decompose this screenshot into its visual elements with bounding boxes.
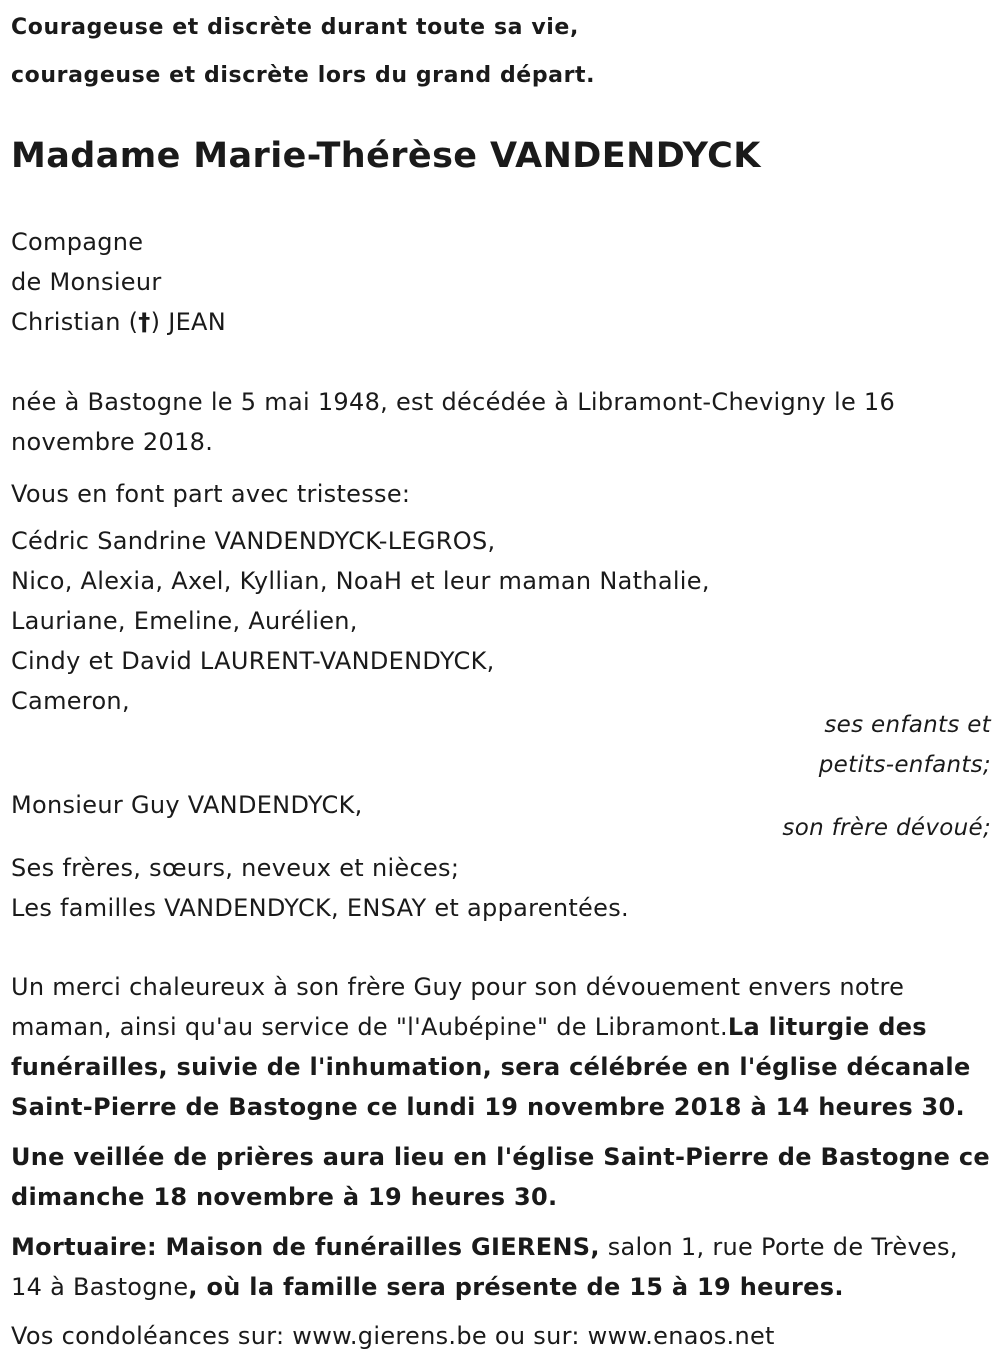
intro-line-1: Courageuse et discrète durant toute sa vie, (11, 15, 579, 40)
families-line: Les familles VANDENDYCK, ENSAY et apparentées. (11, 894, 629, 922)
mortuary-city: 14 à Bastogne (11, 1273, 189, 1301)
companion-name (11, 302, 226, 342)
liturgy-line-3: Saint-Pierre de Bastogne ce lundi 19 novembre 2018 à 14 heures 30. (11, 1093, 965, 1121)
thanks-line-2 (11, 1007, 927, 1047)
brother-name: Monsieur Guy VANDENDYCK, (11, 791, 363, 819)
companion-label: Compagne (11, 228, 144, 256)
children-role-line-1: ses enfants et (824, 712, 991, 738)
family-child-line: Cindy et David LAURENT-VANDENDYCK, (11, 647, 495, 675)
companion-last-name: ) JEAN (150, 308, 227, 336)
family-child-line: Cameron, (11, 687, 130, 715)
liturgy-intro: La liturgie des (727, 1013, 927, 1041)
thanks-text: maman, ainsi qu'au service de "l'Aubépine" de Libramont. (11, 1013, 728, 1041)
intro-line-2: courageuse et discrète lors du grand départ. (11, 63, 596, 88)
cross-icon: † (138, 308, 151, 336)
deceased-name: Madame Marie-Thérèse VANDENDYCK (11, 136, 761, 176)
siblings-line: Ses frères, sœurs, neveux et nièces; (11, 854, 460, 882)
mortuary-line-2 (11, 1267, 844, 1307)
family-child-line: Nico, Alexia, Axel, Kyllian, NoaH et leur maman Nathalie, (11, 567, 710, 595)
condolences-line: Vos condoléances sur: www.gierens.be ou sur: www.enaos.net (11, 1322, 775, 1350)
family-child-line: Cédric Sandrine VANDENDYCK-LEGROS, (11, 527, 496, 555)
vigil-line-1: Une veillée de prières aura lieu en l'église Saint-Pierre de Bastogne ce (11, 1143, 990, 1171)
brother-role: son frère dévoué; (782, 815, 991, 841)
vigil-line-2: dimanche 18 novembre à 19 heures 30. (11, 1183, 558, 1211)
mortuary-label: Mortuaire: Maison de funérailles GIERENS, (11, 1233, 600, 1261)
visiting-hours: , où la famille sera présente de 15 à 19 heures. (188, 1273, 844, 1301)
mortuary-line-1 (11, 1227, 958, 1267)
family-child-line: Lauriane, Emeline, Aurélien, (11, 607, 358, 635)
announcement: Vous en font part avec tristesse: (11, 480, 411, 508)
birth-death-line-2: novembre 2018. (11, 428, 214, 456)
companion-prefix: de Monsieur (11, 268, 162, 296)
liturgy-line-2: funérailles, suivie de l'inhumation, sera célébrée en l'église décanale (11, 1053, 971, 1081)
birth-death-line-1: née à Bastogne le 5 mai 1948, est décédée à Libramont-Chevigny le 16 (11, 388, 896, 416)
mortuary-address: salon 1, rue Porte de Trèves, (599, 1233, 958, 1261)
companion-first-name: Christian ( (11, 308, 139, 336)
children-role-line-2: petits-enfants; (818, 752, 991, 778)
thanks-line-1: Un merci chaleureux à son frère Guy pour son dévouement envers notre (11, 973, 905, 1001)
